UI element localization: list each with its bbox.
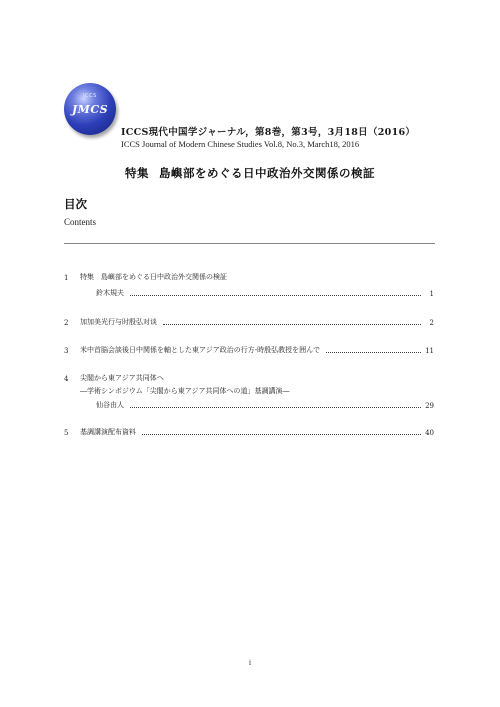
toc-entry-title: 加加美光行与时殷弘对谈 — [80, 318, 157, 326]
toc-entry-title: 米中首脳会談後日中関係を軸とした東アジア政治の行方-時殷弘教授を囲んで — [80, 346, 321, 354]
toc-subheading: Contents — [64, 217, 97, 227]
special-issue-title — [0, 165, 500, 181]
logo-text-small: ICCS — [83, 93, 97, 99]
toc-entry-number: 2 — [64, 319, 69, 327]
toc-entry-page: 29 — [425, 402, 434, 410]
logo-text-main: JMCS — [71, 103, 109, 116]
page-number: i — [248, 658, 252, 667]
journal-title-japanese: ICCS現代中国学ジャーナル，第8巻，第3号，3月18日（2016） — [121, 127, 416, 138]
toc-entry-page: 40 — [425, 429, 434, 437]
toc-entry-4-author-line[interactable] — [64, 399, 434, 410]
journal-logo — [64, 83, 116, 135]
toc-entry-page: 2 — [429, 319, 434, 327]
toc-entry-number: 3 — [64, 347, 69, 355]
toc-entry-3[interactable] — [64, 344, 434, 355]
toc-entry-number: 5 — [64, 429, 69, 437]
leader-dots — [163, 323, 421, 325]
toc-entry-author: 仙谷由人 — [96, 401, 124, 409]
toc-entry-5[interactable] — [64, 426, 434, 437]
toc-entry-number: 1 — [64, 274, 69, 282]
toc-entry-4-subtitle-line — [64, 385, 434, 396]
toc-entry-title: 特集 島嶼部をめぐる日中政治外交関係の検証 — [80, 273, 227, 281]
toc-entry-subtitle: ―学術シンポジウム「尖閣から東アジア共同体への道」基調講演― — [80, 387, 290, 395]
toc-entry-1[interactable] — [64, 271, 434, 282]
toc-entry-4[interactable] — [64, 372, 434, 383]
toc-entry-page: 11 — [425, 347, 434, 355]
toc-entry-title: 尖閣から東アジア共同体へ — [80, 374, 164, 382]
leader-dots — [130, 406, 421, 408]
toc-entry-number: 4 — [64, 375, 69, 383]
special-issue-tag: 特集 — [125, 166, 149, 180]
leader-dots — [326, 351, 421, 353]
divider — [64, 243, 435, 244]
toc-heading: 目次 — [64, 197, 87, 211]
journal-title-english: ICCS Journal of Modern Chinese Studies Vol.8, No.3, March18, 2016 — [121, 139, 360, 149]
toc-entry-title: 基調講演配布資料 — [80, 428, 136, 436]
leader-dots — [130, 294, 421, 296]
toc-entry-author: 鈴木規夫 — [96, 289, 124, 297]
special-issue-heading: 島嶼部をめぐる日中政治外交関係の検証 — [159, 166, 375, 180]
leader-dots — [142, 433, 421, 435]
toc-entry-page: 1 — [429, 290, 434, 298]
toc-entry-1-author-line[interactable] — [64, 287, 434, 298]
toc-entry-2[interactable] — [64, 316, 434, 327]
